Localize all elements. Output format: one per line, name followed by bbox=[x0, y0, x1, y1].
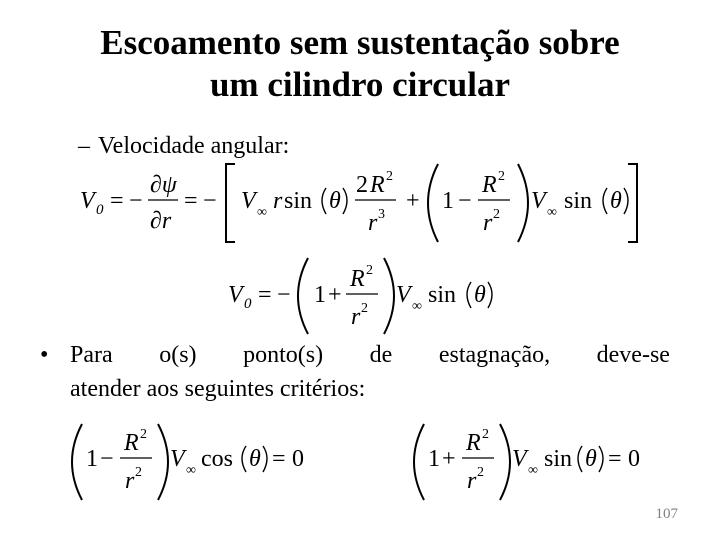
svg-text:−: − bbox=[129, 188, 143, 214]
dash-marker: – bbox=[78, 133, 90, 159]
svg-text:−: − bbox=[277, 282, 291, 308]
svg-text:∞: ∞ bbox=[257, 205, 267, 220]
svg-text:2: 2 bbox=[356, 172, 368, 198]
svg-text:V: V bbox=[80, 188, 95, 214]
svg-text:θ: θ bbox=[585, 446, 597, 472]
page-number: 107 bbox=[655, 506, 678, 522]
svg-text:R: R bbox=[124, 430, 139, 456]
svg-text:θ: θ bbox=[610, 188, 622, 214]
svg-text:r: r bbox=[368, 210, 378, 236]
svg-text:θ: θ bbox=[249, 446, 261, 472]
svg-text:∂ψ: ∂ψ bbox=[150, 172, 177, 198]
equation-criterion-sin bbox=[410, 420, 660, 502]
svg-text:V: V bbox=[512, 446, 527, 472]
svg-text:θ: θ bbox=[474, 282, 486, 308]
svg-text:2: 2 bbox=[498, 169, 505, 184]
svg-text:r: r bbox=[351, 304, 361, 330]
svg-text:+: + bbox=[406, 188, 420, 214]
svg-text:sin: sin bbox=[544, 446, 573, 472]
bullet-word: o(s) bbox=[159, 342, 197, 368]
svg-text:−: − bbox=[203, 188, 217, 214]
bullet-word: ponto(s) bbox=[243, 342, 324, 368]
svg-text:1: 1 bbox=[428, 446, 440, 472]
svg-text:3: 3 bbox=[378, 207, 385, 222]
svg-text:R: R bbox=[466, 430, 481, 456]
svg-text:2: 2 bbox=[135, 465, 142, 480]
svg-text:R: R bbox=[350, 266, 365, 292]
svg-text:=: = bbox=[184, 188, 198, 214]
svg-text:r: r bbox=[125, 468, 135, 494]
equation-angular-velocity-derivation bbox=[78, 158, 658, 248]
svg-text:r: r bbox=[273, 188, 283, 214]
svg-text:∞: ∞ bbox=[186, 463, 196, 478]
title-line-2: um cilindro circular bbox=[209, 65, 511, 104]
svg-text:−: − bbox=[100, 446, 114, 472]
svg-text:0: 0 bbox=[244, 296, 252, 312]
bullet-line-2: atender aos seguintes critérios: bbox=[70, 376, 366, 402]
bullet-symbol: • bbox=[40, 342, 49, 368]
svg-text:2: 2 bbox=[140, 427, 147, 442]
subheading-text: Velocidade angular: bbox=[98, 133, 290, 159]
svg-text:r: r bbox=[483, 210, 493, 236]
equation-angular-velocity-result bbox=[226, 254, 506, 336]
svg-text:0: 0 bbox=[292, 446, 304, 472]
svg-text:=: = bbox=[608, 446, 622, 472]
svg-text:2: 2 bbox=[361, 301, 368, 316]
bullet-word: de bbox=[369, 342, 393, 368]
svg-text:sin: sin bbox=[284, 188, 313, 214]
svg-text:V: V bbox=[228, 282, 243, 308]
svg-text:+: + bbox=[328, 282, 342, 308]
svg-text:2: 2 bbox=[366, 263, 373, 278]
svg-text:2: 2 bbox=[482, 427, 489, 442]
svg-text:r: r bbox=[467, 468, 477, 494]
svg-text:−: − bbox=[458, 188, 472, 214]
svg-text:V: V bbox=[241, 188, 256, 214]
svg-text:∞: ∞ bbox=[547, 205, 557, 220]
svg-text:∞: ∞ bbox=[412, 299, 422, 314]
svg-text:=: = bbox=[110, 188, 124, 214]
svg-text:2: 2 bbox=[386, 169, 393, 184]
equation-criterion-cos bbox=[68, 420, 318, 502]
svg-text:R: R bbox=[370, 172, 385, 198]
svg-text:V: V bbox=[170, 446, 185, 472]
svg-text:2: 2 bbox=[477, 465, 484, 480]
svg-text:V: V bbox=[531, 188, 546, 214]
bullet-word: Para bbox=[70, 342, 113, 368]
bullet-line-1 bbox=[70, 338, 670, 372]
svg-text:∂r: ∂r bbox=[150, 208, 172, 234]
svg-text:cos: cos bbox=[201, 446, 233, 472]
svg-text:θ: θ bbox=[329, 188, 341, 214]
bullet-word: deve-se bbox=[596, 342, 670, 368]
subheading bbox=[78, 133, 289, 160]
svg-text:1: 1 bbox=[86, 446, 98, 472]
svg-text:+: + bbox=[442, 446, 456, 472]
slide-title bbox=[0, 22, 720, 106]
svg-text:1: 1 bbox=[314, 282, 326, 308]
svg-text:1: 1 bbox=[442, 188, 454, 214]
svg-text:R: R bbox=[482, 172, 497, 198]
bullet-word: estagnação, bbox=[438, 342, 551, 368]
svg-text:sin: sin bbox=[428, 282, 457, 308]
svg-text:V: V bbox=[396, 282, 411, 308]
svg-text:=: = bbox=[272, 446, 286, 472]
svg-text:sin: sin bbox=[564, 188, 593, 214]
svg-text:=: = bbox=[258, 282, 272, 308]
title-line-1: Escoamento sem sustentação sobre bbox=[100, 23, 620, 62]
bullet-text bbox=[70, 338, 670, 406]
svg-text:∞: ∞ bbox=[528, 463, 538, 478]
svg-text:0: 0 bbox=[96, 202, 104, 218]
svg-text:2: 2 bbox=[493, 207, 500, 222]
svg-text:0: 0 bbox=[628, 446, 640, 472]
